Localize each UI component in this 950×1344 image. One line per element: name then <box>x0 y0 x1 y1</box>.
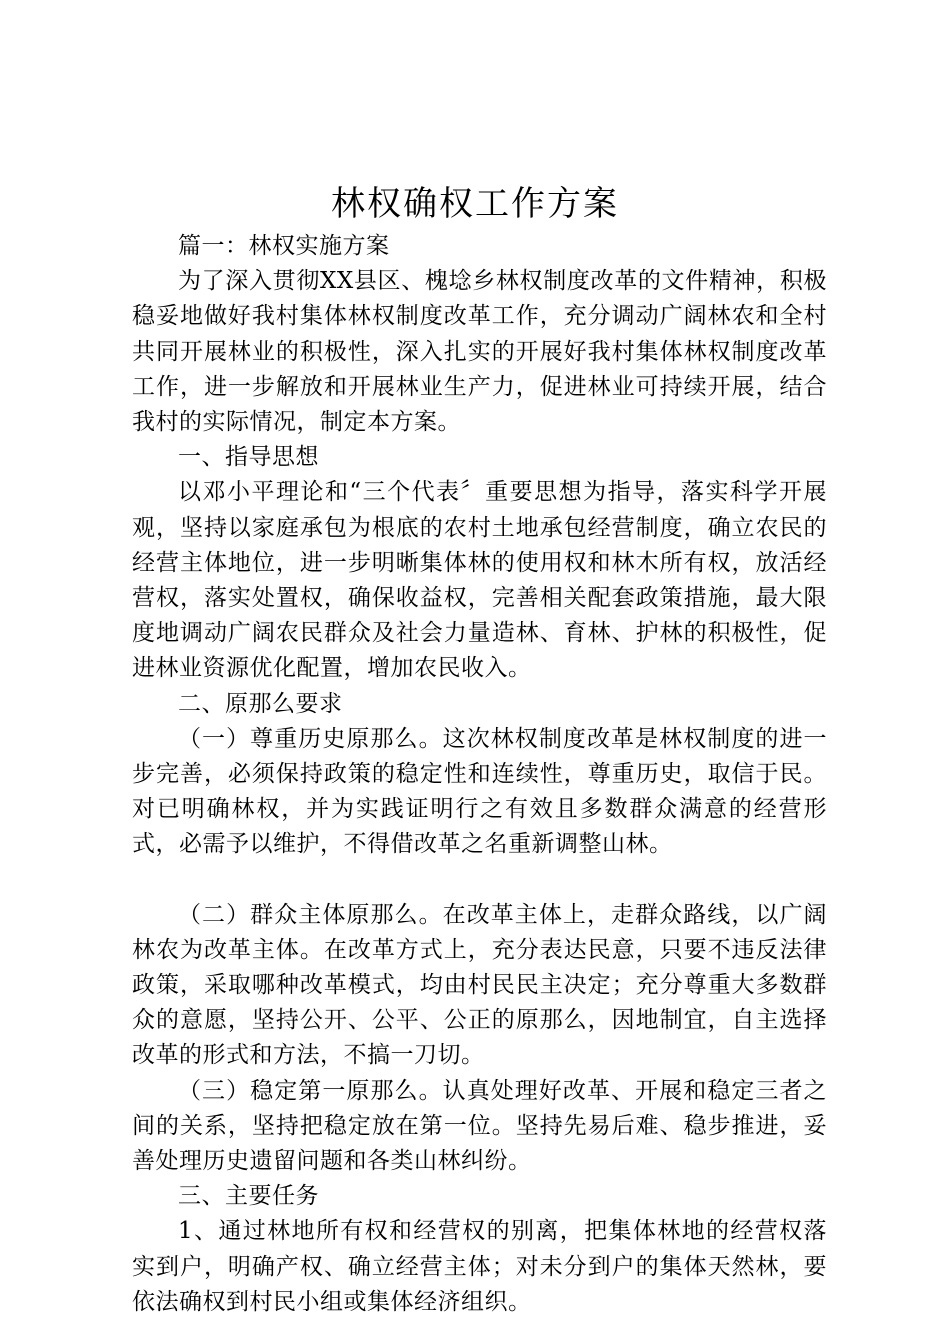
intro-paragraph: 为了深入贯彻XX县区、槐埝乡林权制度改革的文件精神，积极稳妥地做好我村集体林权制度改革工作，充分调动广阔林农和全村共同开展林业的积极性，深入扎实的开展好我村集体林权制度改革工作，进一步解放和开展林业生产力，促进林业可持续开展，结合我村的实际情况，制定本方案。 <box>132 268 827 436</box>
document-body <box>132 229 827 1320</box>
document-title: 林权确权工作方案 <box>331 184 619 224</box>
principle-2-paragraph: （二）群众主体原那么。在改革主体上，走群众路线，以广阔林农为改革主体。在改革方式上，充分表达民意，只要不违反法律政策，采取哪种改革模式，均由村民民主决定；充分尊重大多数群众的意愿，坚持公开、公平、公正的原那么，因地制宜，自主选择改革的形式和方法，不搞一刀切。 <box>132 901 827 1069</box>
task-1-paragraph: 1、通过林地所有权和经营权的别离，把集体林地的经营权落实到户，明确产权、确立经营主体；对未分到户的集体天然林，要依法确权到村民小组或集体经济组织。 <box>132 1218 827 1315</box>
section-heading-part-one: 篇一：林权实施方案 <box>178 233 390 259</box>
guiding-thought-paragraph: 以邓小平理论和“三个代表〞重要思想为指导，落实科学开展观，坚持以家庭承包为根底的农村土地承包经营制度，确立农民的经营主体地位，进一步明晰集体林的使用权和林木所有权，放活经营权，落实处置权，确保收益权，完善相关配套政策措施，最大限度地调动广阔农民群众及社会力量造林、育林、护林的积极性，促进林业资源优化配置，增加农民收入。 <box>132 479 827 682</box>
principle-3-paragraph: （三）稳定第一原那么。认真处理好改革、开展和稳定三者之间的关系，坚持把稳定放在第一位。坚持先易后难、稳步推进，妥善处理历史遗留问题和各类山林纠纷。 <box>132 1077 827 1175</box>
principle-1-paragraph: （一）尊重历史原那么。这次林权制度改革是林权制度的进一步完善，必须保持政策的稳定性和连续性，尊重历史，取信于民。对已明确林权，并为实践证明行之有效且多数群众满意的经营形式，必需予以维护，不得借改革之名重新调整山林。 <box>132 725 827 858</box>
section-heading-guiding-thought: 一、指导思想 <box>178 444 319 471</box>
section-heading-principles: 二、原那么要求 <box>178 690 343 717</box>
section-heading-main-tasks: 三、主要任务 <box>178 1183 319 1210</box>
